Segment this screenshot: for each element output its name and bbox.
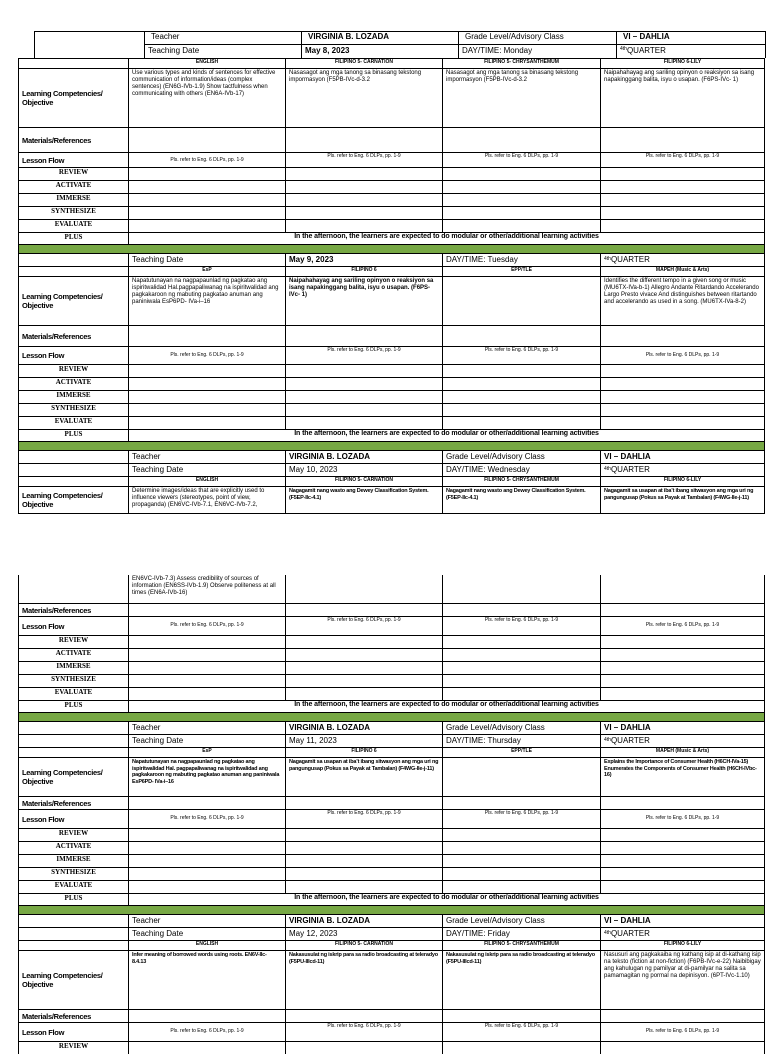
flow-review: REVIEW (19, 365, 129, 377)
teacher-name: VIRGINIA B. LOZADA (286, 915, 443, 927)
flow-evaluate: EVALUATE (19, 417, 129, 429)
section-divider (19, 712, 764, 722)
objective-text: Identifies the different tempo in a given song or music (MU6TX-IVa-b-1) Allegro Andante Ritardando Accelerando Largo Presto vivace And distinguishes between ritartando and accelerando as used in a song. (MU6TX-IVa-8-2) (604, 278, 759, 305)
teaching-date-value: May 9, 2023 (286, 254, 443, 266)
lesson-flow-label: Lesson Flow (19, 617, 129, 635)
afternoon-note: In the afternoon, the learners are expected to do modular or other/additional learning activities (294, 233, 599, 240)
objective-text: Nakasusulat ng iskrip para sa radio broadcasting at teleradyo (F5PU-IIIcd-11) (443, 951, 601, 1009)
flow-evaluate: EVALUATE (19, 881, 129, 893)
flow-plus: PLUS (19, 233, 129, 244)
grade-level-label: Grade Level/Advisory Class (443, 915, 601, 927)
refer-note: Pls. refer to Eng. 6 DLPs, pp. 1-9 (286, 810, 443, 828)
refer-note: Pls. refer to Eng. 6 DLPs, pp. 1-9 (443, 810, 601, 828)
flow-immerse: IMMERSE (19, 662, 129, 674)
refer-note: Pls. refer to Eng. 6 DLPs, pp. 1-9 (645, 153, 720, 159)
afternoon-note: In the afternoon, the learners are expected to do modular or other/additional learning activities (294, 701, 599, 708)
grade-level-label: Grade Level/Advisory Class (443, 722, 601, 734)
subject-header: EPP/TLE (443, 748, 601, 757)
teacher-label: Teacher (129, 722, 286, 734)
refer-note: Pls. refer to Eng. 6 DLPs, pp. 1-9 (645, 1028, 720, 1034)
page-1 (18, 31, 766, 544)
flow-evaluate: EVALUATE (19, 688, 129, 700)
refer-note: Pls. refer to Eng. 6 DLPs, pp. 1-9 (286, 347, 443, 364)
day3-table-continued (18, 575, 765, 722)
refer-note: Pls. refer to Eng. 6 DLPs, pp. 1-9 (129, 810, 286, 828)
quarter: $^{4th}$QUARTER (604, 255, 650, 264)
flow-synthesize: SYNTHESIZE (19, 404, 129, 416)
teaching-date-value: May 12, 2023 (286, 928, 443, 940)
flow-immerse: IMMERSE (19, 391, 129, 403)
objective-text (443, 758, 601, 796)
teacher-name: VIRGINIA B. LOZADA (286, 722, 443, 734)
materials-label: Materials/References (19, 326, 129, 346)
materials-label: Materials/References (19, 604, 129, 616)
materials-label: Materials/References (19, 1010, 129, 1022)
subject-header: FILIPINO 6 (286, 267, 443, 276)
refer-note: Pls. refer to Eng. 6 DLPs, pp. 1-9 (443, 153, 601, 167)
subject-header: FILIPINO 5- CARNATION (286, 477, 443, 486)
teaching-date-label: Teaching Date (129, 735, 286, 747)
refer-note: Pls. refer to Eng. 6 DLPs, pp. 1-9 (443, 347, 601, 364)
day-time: DAY/TIME: Monday (462, 46, 533, 55)
refer-note: Pls. refer to Eng. 6 DLPs, pp. 1-9 (129, 347, 286, 364)
lesson-flow-label: Lesson Flow (19, 153, 129, 167)
flow-immerse: IMMERSE (19, 855, 129, 867)
teaching-date-label: Teaching Date (129, 254, 286, 266)
refer-note: Pls. refer to Eng. 6 DLPs, pp. 1-9 (286, 153, 443, 167)
refer-note: Pls. refer to Eng. 6 DLPs, pp. 1-9 (645, 622, 720, 628)
teacher-label: Teacher (151, 32, 180, 41)
teaching-date-label: Teaching Date (129, 928, 286, 940)
day1-table (18, 58, 765, 254)
objective-text: Nagagamit nang wasto ang Dewey Classification System. (F5EP-IIc-4.1) (443, 487, 601, 513)
objective-text: Infer meaning of borrowed words using roots. EN6V-IIc- 8.4.13 (129, 951, 286, 1009)
subject-header: FILIPINO 5- CARNATION (286, 941, 443, 950)
objective-text: Naipahahayag ang sariling opinyon o reaksiyon sa isang napakinggang balita, isyu o usapan. (F6PS-IVc- 1) (604, 70, 755, 83)
subject-header: FILIPINO 5- CHRYSANTHEMUM (443, 941, 601, 950)
subject-header: ENGLISH (129, 59, 286, 68)
objective-text: Nasusuri ang pagkakaiba ng kathang isip at di-kathang isip na teksto (fiction at non-fiction) (F6PB-IVc-e-22) Naibibigay ang kahulugan ng pamilyar at di-pamilyar na salita sa pamamagitan ng pormal na depinisyon. (6PT-IVc-1.10) (604, 952, 761, 979)
refer-note: Pls. refer to Eng. 6 DLPs, pp. 1-9 (129, 1023, 286, 1041)
lesson-flow-label: Lesson Flow (19, 347, 129, 364)
subject-header: FILIPINO 6-LILY (663, 477, 702, 483)
flow-plus: PLUS (19, 894, 129, 905)
objective-text: Nakasusulat ng iskrip para sa radio broadcasting at teleradyo (F5PU-IIIcd-11) (286, 951, 443, 1009)
quarter: $^{4th}$QUARTER (604, 929, 650, 938)
day-time: DAY/TIME: Thursday (443, 735, 601, 747)
day3-table (18, 451, 765, 514)
quarter: $^{4th}$QUARTER (604, 465, 650, 474)
subject-header: FILIPINO 5- CARNATION (286, 59, 443, 68)
flow-immerse: IMMERSE (19, 194, 129, 206)
day-time: DAY/TIME: Wednesday (443, 464, 601, 476)
subject-header: MAPEH (Music & Arts) (655, 267, 710, 273)
teacher-name: VIRGINIA B. LOZADA (286, 451, 443, 463)
afternoon-note: In the afternoon, the learners are expected to do modular or other/additional learning activities (294, 894, 599, 901)
lesson-flow-label: Lesson Flow (19, 810, 129, 828)
advisory-class: VI – DAHLIA (604, 916, 651, 925)
objective-text: Nagagamit sa usapan at iba’t ibang sitwasyon ang mga uri ng pangungusap (Pokus sa Payak at Tambalan) (F4WG-IIe-j-11) (286, 758, 443, 796)
advisory-class: VI – DAHLIA (604, 452, 651, 461)
flow-activate: ACTIVATE (19, 378, 129, 390)
refer-note: Pls. refer to Eng. 6 DLPs, pp. 1-9 (129, 153, 286, 167)
afternoon-note: In the afternoon, the learners are expected to do modular or other/additional learning activities (294, 430, 599, 437)
lesson-flow-label: Lesson Flow (19, 1023, 129, 1041)
flow-evaluate: EVALUATE (19, 220, 129, 232)
objective-label: Learning Competencies/ Objective (19, 487, 129, 513)
objective-text: Use various types and kinds of sentences for effective communication of information/ideas (complex sentences) (EN6G-IVb-1.9) Show tactfulness when communicating with others (EN6A-IVb-17) (129, 69, 286, 127)
teacher-label: Teacher (129, 451, 286, 463)
quarter: $^{4th}$QUARTER (604, 736, 650, 745)
quarter: $^{4th}$QUARTER (620, 46, 666, 55)
flow-review: REVIEW (19, 1042, 129, 1054)
objective-text: Napatutunayan na nagpapaunlad ng pagkatao ang ispiritwalidad Hal. pagpapaliwanag na ispiritwalidad ang pagkakaroon ng mabuting pagkatao anuman ang paniniwala EsP6PD- IVa-i–16 (129, 758, 286, 796)
teaching-date-label: Teaching Date (129, 464, 286, 476)
flow-synthesize: SYNTHESIZE (19, 675, 129, 687)
subject-header: EsP (129, 267, 286, 276)
teaching-date-value: May 10, 2023 (286, 464, 443, 476)
flow-activate: ACTIVATE (19, 842, 129, 854)
objective-label: Learning Competencies/ Objective (19, 951, 129, 1009)
subject-header: FILIPINO 6-LILY (663, 941, 702, 947)
day2-table (18, 254, 765, 451)
teacher-name: VIRGINIA B. LOZADA (308, 32, 390, 41)
refer-note: Pls. refer to Eng. 6 DLPs, pp. 1-9 (129, 617, 286, 635)
refer-note: Pls. refer to Eng. 6 DLPs, pp. 1-9 (286, 1023, 443, 1041)
objective-label: Learning Competencies/ Objective (19, 758, 129, 796)
objective-text: Explains the Importance of Consumer Health (H6CH-IVa-15) Enumerates the Components of Consumer Health (H6CH-IVbc-16) (604, 759, 757, 778)
flow-review: REVIEW (19, 168, 129, 180)
subject-header: EPP/TLE (443, 267, 601, 276)
objective-label: Learning Competencies/ Objective (19, 69, 129, 127)
flow-plus: PLUS (19, 701, 129, 712)
objective-text: Nagagamit sa usapan at iba’t ibang sitwasyon ang mga uri ng pangungusap (Pokus sa Payak at Tambalan) (F4WG-IIe-j-11) (604, 488, 754, 501)
teaching-date-value: May 11, 2023 (286, 735, 443, 747)
section-divider (19, 441, 764, 451)
objective-text: Naipahahayag ang sariling opinyon o reaksiyon sa isang napakinggang balita, isyu o usapan. (F6PS-IVc- 1) (286, 277, 443, 325)
flow-synthesize: SYNTHESIZE (19, 207, 129, 219)
refer-note: Pls. refer to Eng. 6 DLPs, pp. 1-9 (286, 617, 443, 635)
refer-note: Pls. refer to Eng. 6 DLPs, pp. 1-9 (443, 1023, 601, 1041)
materials-label: Materials/References (19, 797, 129, 809)
objective-text: Nasasagot ang mga tanong sa binasang tekstong impormasyon (F5PB-IVc-d-3.2 (286, 69, 443, 127)
objective-text-continued: EN6VC-IVb-7.3) Assess credibility of sources of information (EN6SS-IVb-1.9) Observe politeness at all times (EN6A-IVb-16) (129, 575, 286, 603)
teaching-date-label: Teaching Date (148, 46, 200, 55)
objective-label: Learning Competencies/ Objective (19, 277, 129, 325)
materials-label: Materials/References (19, 128, 129, 152)
teacher-label: Teacher (129, 915, 286, 927)
grade-level-label: Grade Level/Advisory Class (443, 451, 601, 463)
subject-header: EsP (129, 748, 286, 757)
day-time: DAY/TIME: Friday (443, 928, 601, 940)
day1-header (34, 31, 766, 58)
flow-synthesize: SYNTHESIZE (19, 868, 129, 880)
subject-header: MAPEH (Music & Arts) (655, 748, 710, 754)
flow-plus: PLUS (19, 430, 129, 441)
refer-note: Pls. refer to Eng. 6 DLPs, pp. 1-9 (443, 617, 601, 635)
day5-table (18, 915, 765, 1054)
subject-header: FILIPINO 6-LILY (663, 59, 702, 65)
section-divider (19, 244, 764, 254)
section-divider (19, 905, 764, 915)
objective-text: Determine images/ideas that are explicitly used to influence viewers (stereotypes, point of view, propaganda) (EN6VC-IVb-7.1, EN6VC-IVb-7.2, (129, 487, 286, 513)
grade-level-label: Grade Level/Advisory Class (465, 32, 564, 41)
flow-review: REVIEW (19, 829, 129, 841)
day4-table (18, 722, 765, 915)
flow-review: REVIEW (19, 636, 129, 648)
subject-header: ENGLISH (129, 941, 286, 950)
subject-header: FILIPINO 5- CHRYSANTHEMUM (443, 477, 601, 486)
objective-text: Napatutunayan na nagpapaunlad ng pagkatao ang ispiritwalidad Hal.pagpapaliwanag na ispiritwalidad ang pagkakaroon ng mabuting pagkatao anuman ang paniniwala EsP6PD- IVa-i–16 (129, 277, 286, 325)
advisory-class: VI – DAHLIA (623, 32, 670, 41)
day-time: DAY/TIME: Tuesday (443, 254, 601, 266)
subject-header: ENGLISH (129, 477, 286, 486)
objective-text (443, 277, 601, 325)
flow-activate: ACTIVATE (19, 181, 129, 193)
flow-activate: ACTIVATE (19, 649, 129, 661)
subject-header: FILIPINO 5- CHRYSANTHEMUM (443, 59, 601, 68)
page-2 (18, 575, 766, 1050)
refer-note: Pls. refer to Eng. 6 DLPs, pp. 1-9 (645, 352, 720, 358)
teaching-date-value: May 8, 2023 (305, 46, 350, 55)
refer-note: Pls. refer to Eng. 6 DLPs, pp. 1-9 (645, 815, 720, 821)
objective-text: Nasasagot ang mga tanong sa binasang tekstong impormasyon (F5PB-IVc-d-3.2 (443, 69, 601, 127)
advisory-class: VI – DAHLIA (604, 723, 651, 732)
objective-text: Nagagamit nang wasto ang Dewey Classification System. (F5EP-IIc-4.1) (286, 487, 443, 513)
subject-header: FILIPINO 6 (286, 748, 443, 757)
